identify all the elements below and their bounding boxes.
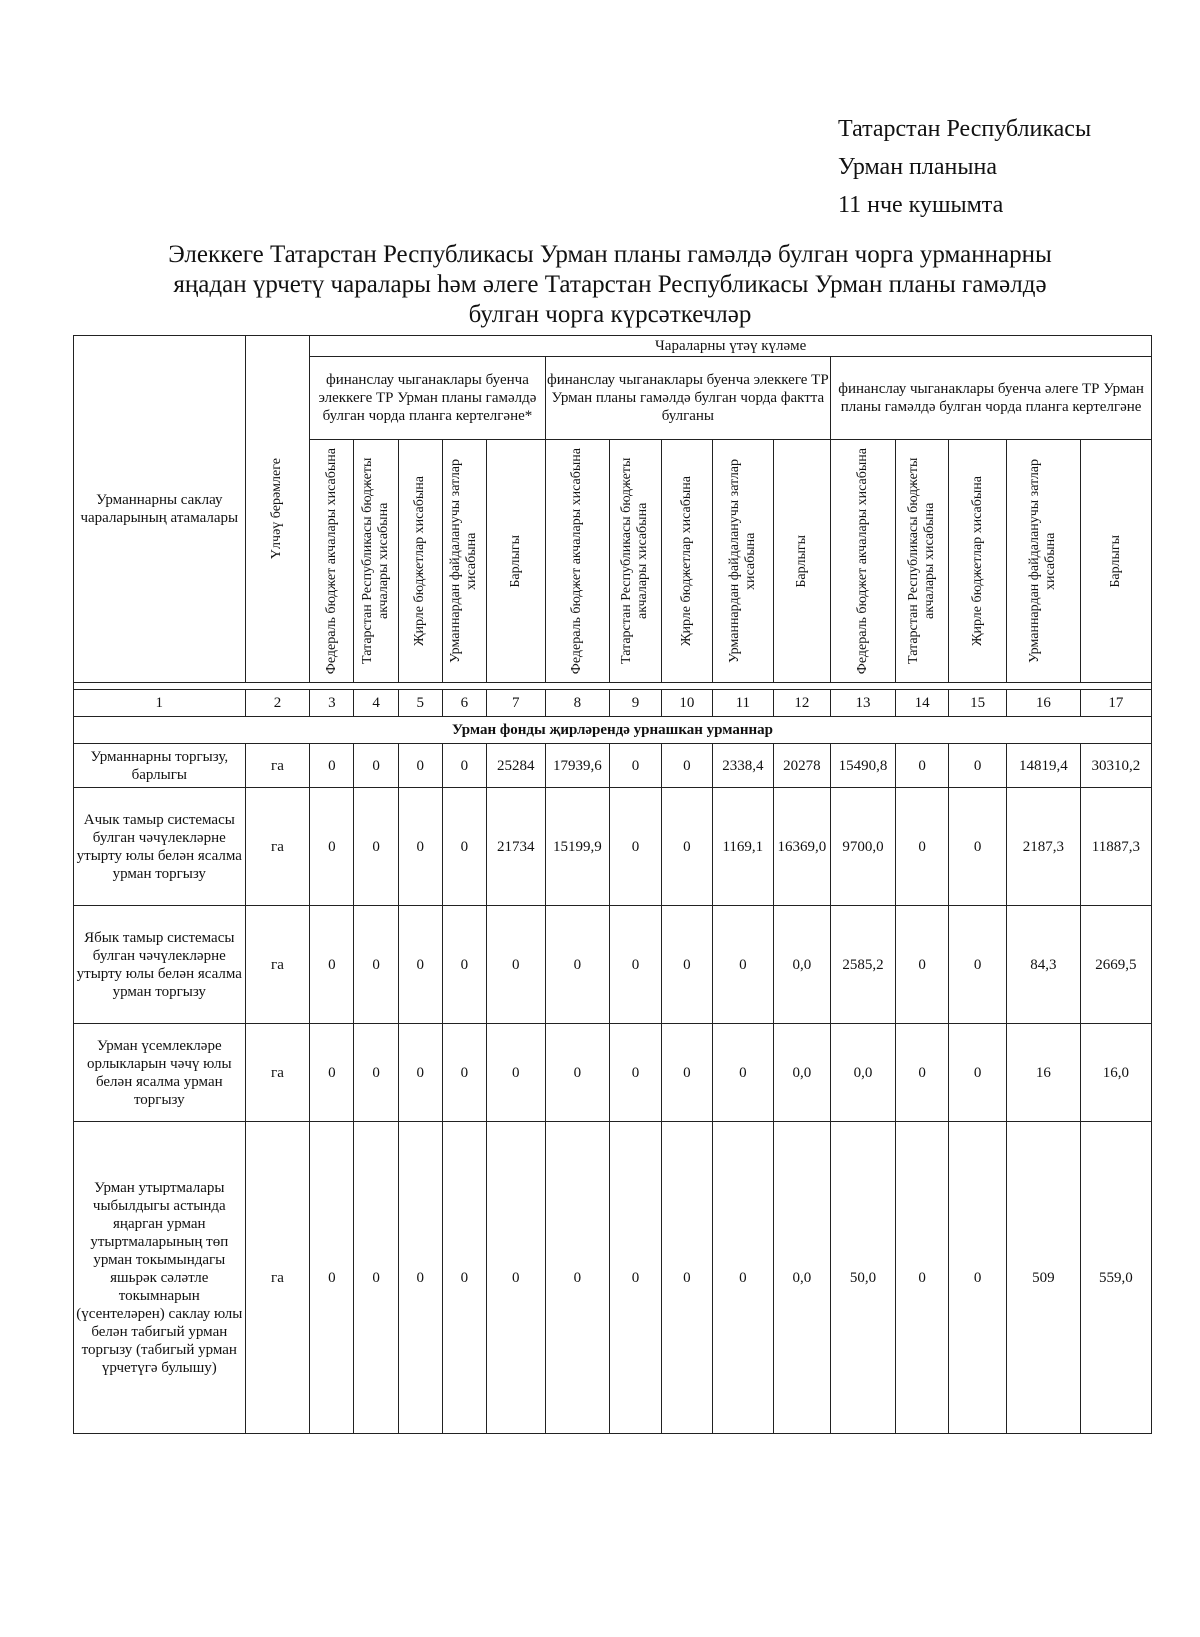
appendix-note	[838, 110, 1091, 224]
header-sub-total-3-text: Барлыгы	[1107, 534, 1123, 588]
cell-value: 0	[545, 906, 610, 1024]
col-number: 6	[442, 690, 486, 717]
cell-value: 0	[895, 906, 948, 1024]
col-number: 7	[487, 690, 546, 717]
header-volume: Чараларны үтәү күләме	[310, 336, 1152, 357]
col-number: 14	[895, 690, 948, 717]
cell-value: 0	[895, 744, 948, 788]
row-unit: га	[245, 1024, 310, 1122]
cell-value: 0	[398, 906, 442, 1024]
col-number: 15	[949, 690, 1007, 717]
cell-value: 30310,2	[1080, 744, 1151, 788]
cell-value: 0	[661, 1024, 712, 1122]
appendix-line-1: Татарстан Республикасы	[838, 116, 1092, 142]
cell-value: 0	[398, 788, 442, 906]
header-sub-fed-1	[310, 440, 354, 683]
cell-value: 0	[487, 1024, 546, 1122]
header-sub-tr-1	[354, 440, 398, 683]
cell-value: 0	[354, 1122, 398, 1434]
cell-value: 16369,0	[773, 788, 831, 906]
header-sub-users-1	[442, 440, 486, 683]
header-sub-local-1-text: Җирле бюджетлар хисабына	[412, 475, 428, 647]
header-sub-tr-3-text: Татарстан Республикасы бюджеты акчалары хисабына	[906, 457, 938, 665]
cell-value: 2669,5	[1080, 906, 1151, 1024]
cell-value: 0	[895, 1024, 948, 1122]
cell-value: 84,3	[1006, 906, 1080, 1024]
header-sub-tr-2	[610, 440, 661, 683]
cell-value: 0,0	[773, 1122, 831, 1434]
col-number: 5	[398, 690, 442, 717]
reforestation-table	[73, 335, 1152, 1434]
title-line-2: яңадан үрчетү чаралары һәм әлеге Татарстан Республикасы Урман планы гамәлдә	[173, 271, 1047, 298]
header-sub-tr-2-text: Татарстан Республикасы бюджеты акчалары хисабына	[619, 457, 651, 665]
cell-value: 0,0	[773, 906, 831, 1024]
cell-value: 0	[442, 744, 486, 788]
row-name: Ачык тамыр системасы булган чәчүлекләрне утырту юлы белән ясалма урман торгызу	[74, 788, 246, 906]
header-group-3: финанслау чыганаклары буенча әлеге ТР Урман планы гамәлдә булган чорда планга кертелгәне	[831, 357, 1152, 440]
col-number: 8	[545, 690, 610, 717]
cell-value: 0	[661, 744, 712, 788]
header-sub-users-3	[1006, 440, 1080, 683]
cell-value: 0	[310, 1024, 354, 1122]
col-number: 12	[773, 690, 831, 717]
cell-value: 0	[610, 906, 661, 1024]
cell-value: 0	[310, 906, 354, 1024]
cell-value: 0	[610, 788, 661, 906]
header-sub-fed-3-text: Федераль бюджет акчалары хисабына	[855, 447, 871, 675]
cell-value: 2585,2	[831, 906, 896, 1024]
row-unit: га	[245, 906, 310, 1024]
cell-value: 0	[545, 1122, 610, 1434]
table-row	[74, 744, 1152, 788]
appendix-line-2: Урман планына	[838, 154, 997, 180]
header-sub-fed-3	[831, 440, 896, 683]
cell-value: 0	[949, 744, 1007, 788]
header-sub-users-2	[713, 440, 774, 683]
cell-value: 0	[713, 906, 774, 1024]
cell-value: 50,0	[831, 1122, 896, 1434]
cell-value: 0	[949, 788, 1007, 906]
cell-value: 0	[949, 1122, 1007, 1434]
cell-value: 0	[610, 1024, 661, 1122]
header-group-2: финанслау чыганаклары буенча элеккеге ТР Урман планы гамәлдә булган чорда фактта булганы	[545, 357, 831, 440]
header-sub-local-2	[661, 440, 712, 683]
table-row	[74, 1122, 1152, 1434]
col-number: 3	[310, 690, 354, 717]
table-row	[74, 906, 1152, 1024]
cell-value: 0	[398, 1024, 442, 1122]
header-sub-total-3	[1080, 440, 1151, 683]
header-sub-fed-2-text: Федераль бюджет акчалары хисабына	[569, 447, 585, 675]
cell-value: 0	[354, 744, 398, 788]
col-number: 13	[831, 690, 896, 717]
col-number: 11	[713, 690, 774, 717]
cell-value: 0	[487, 906, 546, 1024]
cell-value: 0	[354, 788, 398, 906]
row-name: Урманнарны торгызу, барлыгы	[74, 744, 246, 788]
header-sub-tr-3	[895, 440, 948, 683]
row-name: Урман утыртмалары чыбылдыгы астында яңарган урман утыртмаларының төп урман токымындагы яшьрәк сәләтле токымнарын (үсентеләрен) саклау юлы белән табигый урман торгызу (табигый урман үрчетүгә булышу)	[74, 1122, 246, 1434]
col-number: 2	[245, 690, 310, 717]
cell-value: 0	[949, 1024, 1007, 1122]
header-unit-cell	[245, 336, 310, 683]
header-sub-total-1-text: Барлыгы	[507, 534, 523, 588]
header-unit: Үлчәү берәмлеге	[269, 458, 285, 560]
cell-value: 0	[895, 1122, 948, 1434]
cell-value: 15199,9	[545, 788, 610, 906]
header-sub-users-3-text: Урманнардан файдаланучы затлар хисабына	[1027, 458, 1059, 664]
col-number: 17	[1080, 690, 1151, 717]
header-sub-users-2-text: Урманнардан файдаланучы затлар хисабына	[726, 458, 758, 664]
cell-value: 0	[610, 1122, 661, 1434]
row-name: Ябык тамыр системасы булган чәчүлекләрне утырту юлы белән ясалма урман торгызу	[74, 906, 246, 1024]
cell-value: 2338,4	[713, 744, 774, 788]
section-title: Урман фонды җирләрендә урнашкан урманнар	[74, 717, 1152, 744]
cell-value: 11887,3	[1080, 788, 1151, 906]
header-sub-local-1	[398, 440, 442, 683]
cell-value: 0	[442, 1122, 486, 1434]
cell-value: 20278	[773, 744, 831, 788]
cell-value: 0	[442, 788, 486, 906]
document-title	[60, 240, 1160, 330]
cell-value: 0	[610, 744, 661, 788]
header-sub-total-1	[487, 440, 546, 683]
cell-value: 17939,6	[545, 744, 610, 788]
cell-value: 0	[487, 1122, 546, 1434]
header-row-1	[74, 336, 1152, 357]
cell-value: 0	[661, 788, 712, 906]
col-number: 16	[1006, 690, 1080, 717]
row-name: Урман үсемлекләре орлыкларын чәчү юлы белән ясалма урман торгызу	[74, 1024, 246, 1122]
table-row	[74, 788, 1152, 906]
cell-value: 15490,8	[831, 744, 896, 788]
cell-value: 0	[442, 1024, 486, 1122]
cell-value: 559,0	[1080, 1122, 1151, 1434]
header-sub-local-3	[949, 440, 1007, 683]
header-sub-total-2	[773, 440, 831, 683]
cell-value: 0	[398, 744, 442, 788]
col-number: 10	[661, 690, 712, 717]
cell-value: 0	[713, 1122, 774, 1434]
cell-value: 0	[661, 906, 712, 1024]
cell-value: 0,0	[773, 1024, 831, 1122]
row-unit: га	[245, 788, 310, 906]
col-number: 9	[610, 690, 661, 717]
cell-value: 0	[310, 1122, 354, 1434]
section-row	[74, 717, 1152, 744]
cell-value: 1169,1	[713, 788, 774, 906]
cell-value: 0	[442, 906, 486, 1024]
cell-value: 0	[354, 1024, 398, 1122]
cell-value: 21734	[487, 788, 546, 906]
cell-value: 0	[661, 1122, 712, 1434]
cell-value: 0	[545, 1024, 610, 1122]
column-numbers-row	[74, 690, 1152, 717]
header-sub-fed-2	[545, 440, 610, 683]
cell-value: 25284	[487, 744, 546, 788]
cell-value: 14819,4	[1006, 744, 1080, 788]
header-sub-local-2-text: Җирле бюджетлар хисабына	[678, 475, 694, 647]
row-unit: га	[245, 1122, 310, 1434]
cell-value: 0	[895, 788, 948, 906]
header-sub-users-1-text: Урманнардан файдаланучы затлар хисабына	[448, 458, 480, 664]
header-sub-fed-1-text: Федераль бюджет акчалары хисабына	[323, 447, 339, 675]
cell-value: 9700,0	[831, 788, 896, 906]
cell-value: 0	[713, 1024, 774, 1122]
header-measures-name: Урманнарны саклау чараларының атамалары	[74, 336, 246, 683]
header-sub-tr-1-text: Татарстан Республикасы бюджеты акчалары хисабына	[360, 457, 392, 665]
cell-value: 0	[949, 906, 1007, 1024]
cell-value: 16	[1006, 1024, 1080, 1122]
cell-value: 0	[310, 744, 354, 788]
header-sub-local-3-text: Җирле бюджетлар хисабына	[969, 475, 985, 647]
header-group-1: финанслау чыганаклары буенча элеккеге ТР Урман планы гамәлдә булган чорда планга кертелгәне*	[310, 357, 545, 440]
cell-value: 0	[354, 906, 398, 1024]
title-line-3: булган чорга күрсәткечләр	[468, 301, 752, 328]
cell-value: 0	[398, 1122, 442, 1434]
table-row	[74, 1024, 1152, 1122]
header-sub-total-2-text: Барлыгы	[793, 534, 809, 588]
cell-value: 509	[1006, 1122, 1080, 1434]
col-number: 4	[354, 690, 398, 717]
cell-value: 16,0	[1080, 1024, 1151, 1122]
cell-value: 2187,3	[1006, 788, 1080, 906]
title-line-1: Элеккеге Татарстан Республикасы Урман планы гамәлдә булган чорга урманнарны	[168, 241, 1052, 268]
row-unit: га	[245, 744, 310, 788]
cell-value: 0	[310, 788, 354, 906]
cell-value: 0,0	[831, 1024, 896, 1122]
appendix-line-3: 11 нче кушымта	[838, 192, 1004, 218]
header-gap	[74, 683, 1152, 690]
col-number: 1	[74, 690, 246, 717]
